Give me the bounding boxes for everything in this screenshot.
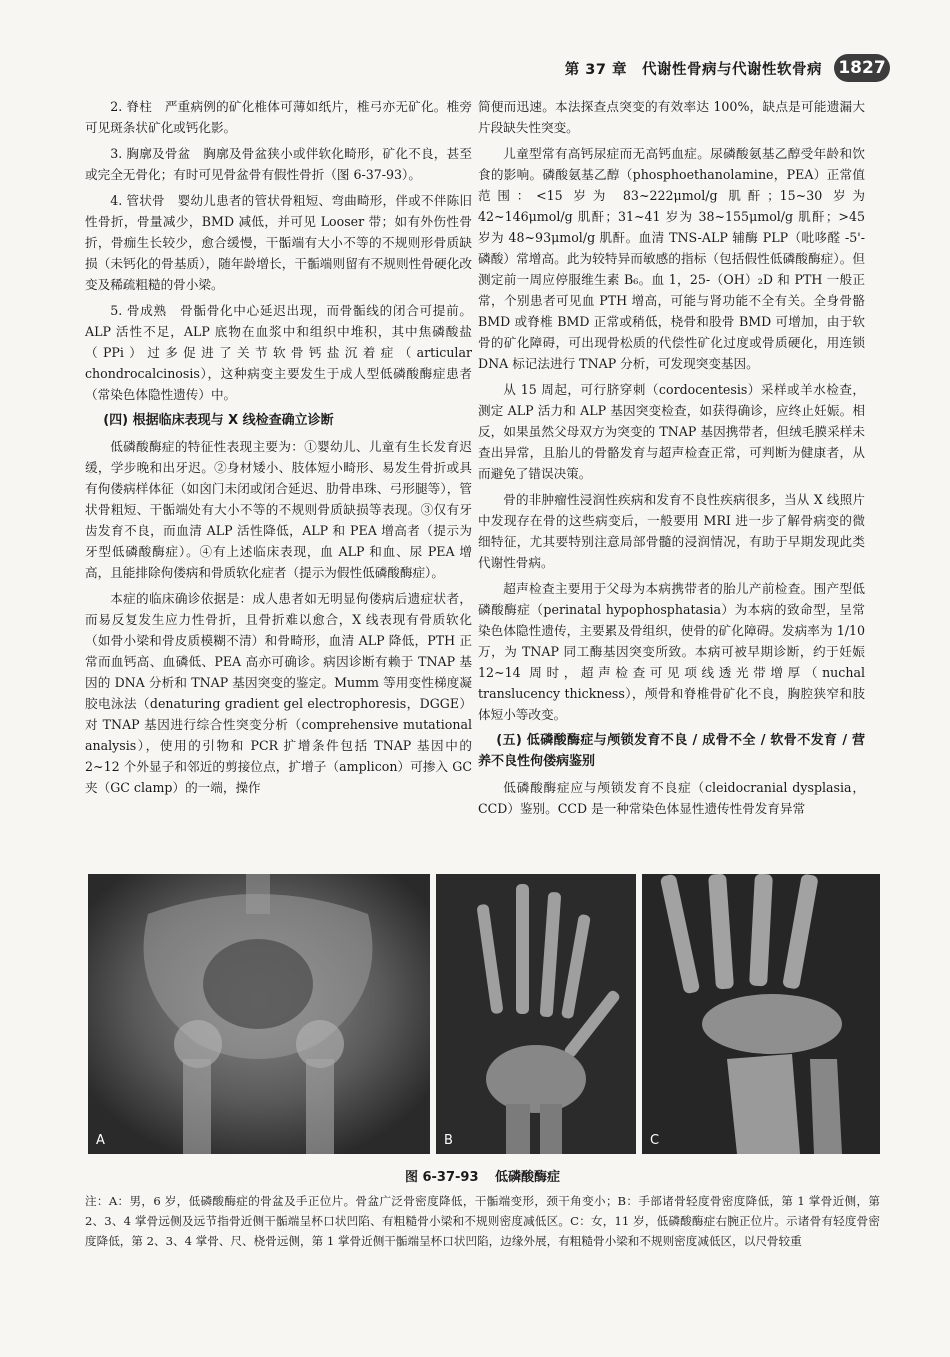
paragraph-bone-maturation: 5. 骨成熟 骨骺骨化中心延迟出现，而骨骺线的闭合可提前。ALP 活性不足，ALP 底物在血浆中和组织中堆积，其中焦磷酸盐（PPi）过多促进了关节软骨钙盐沉着症（articular chondrocalcinosis），这种病变主要发生于成人型低磷酸酶症患者（常染色体隐性遗传）中。 (85, 303, 472, 402)
paragraph-spine: 2. 脊柱 严重病例的矿化椎体可薄如纸片，椎弓亦无矿化。椎旁可见斑条状矿化或钙化影。 (85, 99, 472, 135)
paragraph-confirmation: 本症的临床确诊依据是：成人患者如无明显佝偻病后遗症状者，而易反复发生应力性骨折，且骨折难以愈合，X 线表现有骨质软化（如骨小梁和骨皮质模糊不清）和骨畸形，血清 ALP 降低，PTH 正常而血钙高、血磷低、PEA 高亦可确诊。病因诊断有赖于 TNAP 基因的 DNA 分析和 TNAP 基因突变的鉴定。Mumm 等用变性梯度凝胶电泳法（denaturing gradient gel electrophoresis，DGGE）对 TNAP 基因进行综合性突变分析（comprehensive mutational analysis），使用的引物和 PCR 扩增条件包括 TNAP 基因中的 2~12 个外显子和邻近的剪接位点，扩增子（amplicon）可掺入 GC 夹（GC clamp）的一端，操作 (85, 591, 472, 795)
figure-panels (88, 874, 880, 1154)
section-heading-diagnosis: (四) 根据临床表现与 X 线检查确立诊断 (103, 413, 334, 428)
paragraph-ccd: 低磷酸酶症应与颅锁发育不良症（cleidocranial dysplasia，CCD）鉴别。CCD 是一种常染色体显性遗传性骨发育异常 (478, 780, 865, 816)
paragraph-ultrasound: 超声检查主要用于父母为本病携带者的胎儿产前检查。围产型低磷酸酶症（perinatal hypophosphatasia）为本病的致命型，呈常染色体隐性遗传，主要累及骨组织，使骨的矿化障碍。发病率为 1/10 万，为 TNAP 同工酶基因突变所致。本病可被早期诊断，约于妊娠 12~14 周时，超声检查可见项线透光带增厚（nuchal translucency thickness），颅骨和脊椎骨矿化不良，胸腔狭窄和肢体短小等改变。 (478, 581, 865, 722)
page-number-badge: 1827 (834, 54, 890, 82)
figure-note: 注：A：男，6 岁，低磷酸酶症的骨盆及手正位片。骨盆广泛骨密度降低，干骺端变形，颈干角变小；B：手部诸骨轻度骨密度降低，第 1 掌骨近侧，第 2、3、4 掌骨远侧及远节指骨近侧干骺端呈杯口状凹陷、有粗糙骨小梁和不规则密度减低区。C：女，11 岁，低磷酸酶症右腕正位片。示诸骨有轻度骨密度降低，第 2、3、4 掌骨、尺、桡骨远侧，第 1 掌骨近侧干骺端呈杯口状凹陷，边缘外展，有粗糙骨小梁和不规则密度减低区，以尺骨较重 (85, 1194, 880, 1248)
right-column (478, 96, 865, 824)
panel-label-a: A (96, 1133, 105, 1148)
xray-pelvis-image (88, 874, 430, 1154)
panel-label-b: B (444, 1133, 453, 1148)
paragraph-continued: 简便而迅速。本法探查点突变的有效率达 100%，缺点是可能遗漏大片段缺失性突变。 (478, 99, 865, 135)
paragraph-thorax-pelvis: 3. 胸廓及骨盆 胸廓及骨盆狭小或伴软化畸形，矿化不良，甚至或完全无骨化；有时可见骨盆骨有假性骨折（图 6-37-93）。 (85, 146, 472, 182)
page-header (560, 50, 890, 86)
xray-hand-image (436, 874, 636, 1154)
chapter-title: 第 37 章 代谢性骨病与代谢性软骨病 (564, 61, 822, 78)
paragraph-prenatal: 从 15 周起，可行脐穿刺（cordocentesis）采样或羊水检查，测定 ALP 活力和 ALP 基因突变检查，如获得确诊，应终止妊娠。相反，如果虽然父母双方为突变的 TNAP 基因携带者，但绒毛膜采样未查出异常，且胎儿的骨骼发育与超声检查正常，可判断为健康者，从而避免了错误决策。 (478, 382, 865, 481)
left-column (85, 96, 472, 803)
panel-label-c: C (650, 1133, 660, 1148)
paragraph-tubular-bone: 4. 管状骨 婴幼儿患者的管状骨粗短、弯曲畸形，伴或不伴陈旧性骨折，骨量减少，BMD 减低，并可见 Looser 带；如有外伤性骨折，骨痂生长较少，愈合缓慢，干骺端有大小不等的不规则形骨质缺损（未钙化的骨基质），随年龄增长，干骺端则留有不规则性骨硬化改变及稀疏粗糙的骨小梁。 (85, 193, 472, 292)
section-heading-differential: (五) 低磷酸酶症与颅锁发育不良 / 成骨不全 / 软骨不发育 / 营养不良性佝偻病鉴别 (478, 733, 865, 769)
figure-title (85, 1166, 880, 1185)
paragraph-pea: 儿童型常有高钙尿症而无高钙血症。尿磷酸氨基乙醇受年龄和饮食的影响。磷酸氨基乙醇（phosphoethanolamine，PEA）正常值范围：<15 岁为 83~222μmol/g 肌酐；15~30 岁为 42~146μmol/g 肌酐；31~41 岁为 38~155μmol/g 肌酐；>45 岁为 48~93μmol/g 肌酐。血清 TNS-ALP 辅酶 PLP（吡哆醛 -5'- 磷酸）常增高。此为较特异而敏感的指标（包括假性低磷酸酶症）。但测定前一周应停服维生素 B₆。血 1，25-（OH）₂D 和 PTH 一般正常，个别患者可见血 PTH 增高，可能与肾功能不全有关。全身骨骼 BMD 或脊椎 BMD 正常或稍低，桡骨和股骨 BMD 可增加，由于软骨的矿化障碍，可出现骨松质的代偿性矿化过度或骨质硬化，用连锁 DNA 标记法进行 TNAP 分析，可发现突变基因。 (478, 146, 865, 371)
figure-title-text: 低磷酸酶症 (495, 1170, 561, 1185)
paragraph-mri: 骨的非肿瘤性浸润性疾病和发育不良性疾病很多，当从 X 线照片中发现存在骨的这些病变后，一般要用 MRI 进一步了解骨病变的微细特征，尤其要特别注意局部骨髓的浸润情况，有助于早期发现此类代谢性骨病。 (478, 492, 865, 570)
paragraph-features: 低磷酸酶症的特征性表现主要为：①婴幼儿、儿童有生长发育迟缓，学步晚和出牙迟。②身材矮小、肢体短小畸形、易发生骨折或具有佝偻病样体征（如囟门未闭或闭合延迟、肋骨串珠、弓形腿等），管状骨粗短、干骺端处有大小不等的不规则骨质缺损等表现。③仅有牙齿发育不良，而血清 ALP 活性降低，ALP 和 PEA 增高者（提示为牙型低磷酸酶症）。④有上述临床表现，血 ALP 和血、尿 PEA 增高，且能排除佝偻病和骨质软化症者（提示为假性低磷酸酶症）。 (85, 439, 472, 580)
figure-number: 图 6-37-93 (404, 1170, 479, 1185)
xray-wrist-image (642, 874, 880, 1154)
